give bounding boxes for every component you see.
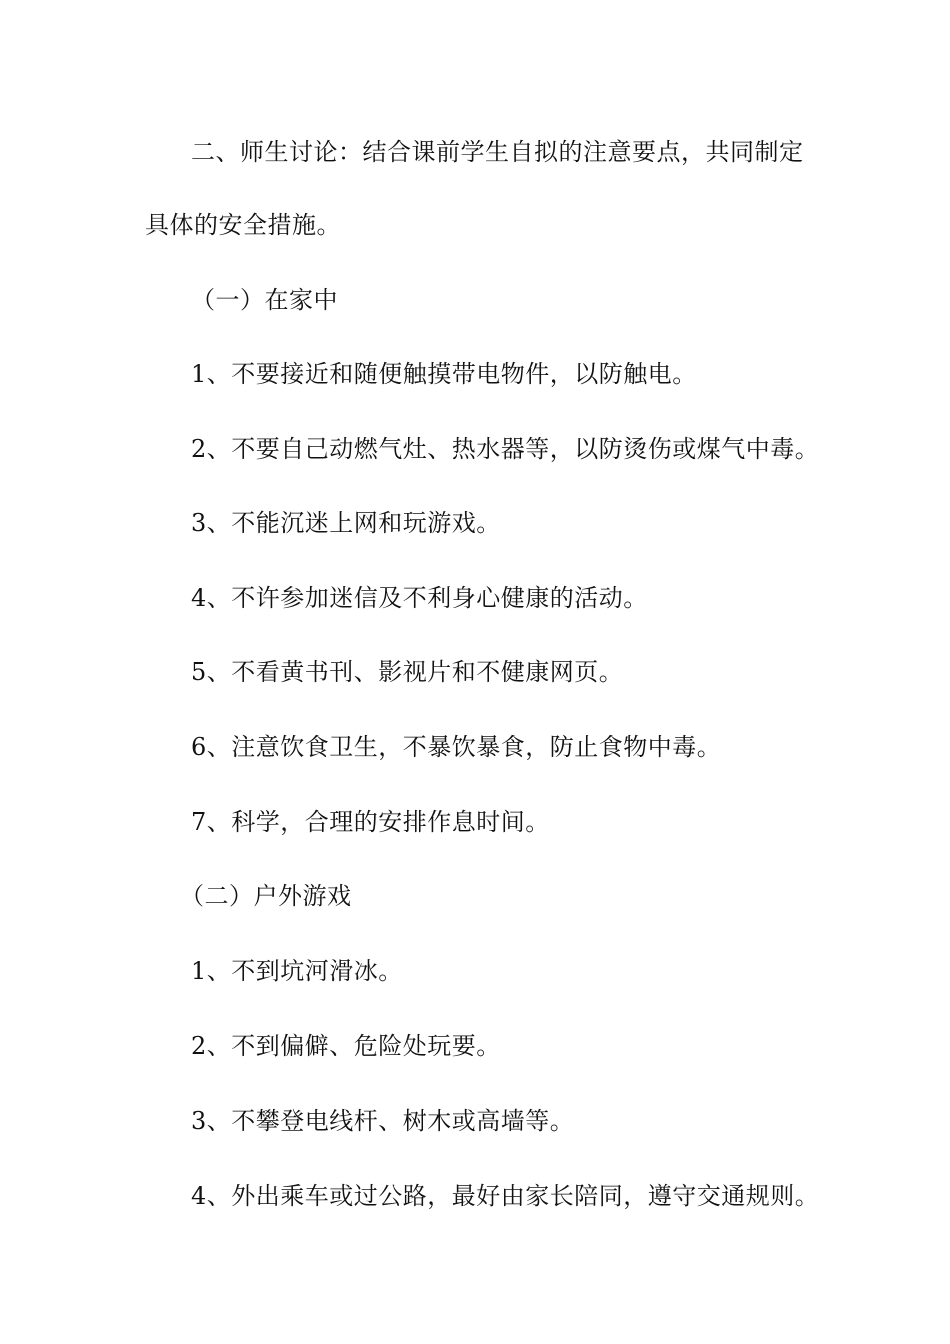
section-heading-at-home: （一）在家中 bbox=[191, 286, 338, 314]
list-item: 2、不到偏僻、危险处玩要。 bbox=[191, 1032, 501, 1060]
intro-line-2: 具体的安全措施。 bbox=[145, 211, 341, 239]
list-item: 1、不要接近和随便触摸带电物件，以防触电。 bbox=[191, 360, 697, 388]
list-item: 5、不看黄书刊、影视片和不健康网页。 bbox=[191, 658, 624, 686]
list-item: 3、不能沉迷上网和玩游戏。 bbox=[191, 509, 501, 537]
list-item: 7、科学，合理的安排作息时间。 bbox=[191, 808, 550, 836]
list-item: 4、不许参加迷信及不利身心健康的活动。 bbox=[191, 584, 648, 612]
list-item: 4、外出乘车或过公路，最好由家长陪同，遵守交通规则。 bbox=[191, 1182, 820, 1210]
intro-line-1: 二、师生讨论：结合课前学生自拟的注意要点，共同制定 bbox=[191, 138, 804, 166]
list-item: 6、注意饮食卫生，不暴饮暴食，防止食物中毒。 bbox=[191, 733, 722, 761]
list-item: 2、不要自己动燃气灶、热水器等，以防烫伤或煤气中毒。 bbox=[191, 435, 820, 463]
list-item: 1、不到坑河滑冰。 bbox=[191, 957, 403, 985]
section-heading-outdoor-games: （二）户外游戏 bbox=[180, 882, 352, 910]
list-item: 3、不攀登电线杆、树木或高墙等。 bbox=[191, 1107, 575, 1135]
